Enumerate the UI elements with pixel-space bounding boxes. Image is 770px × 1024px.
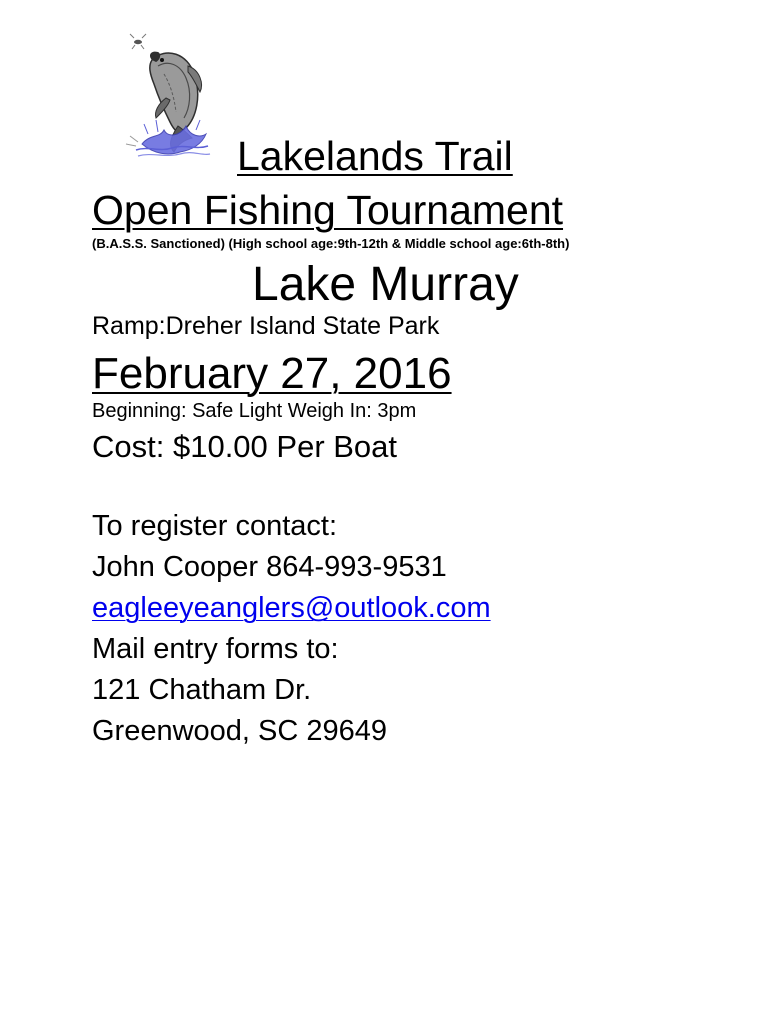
contact-email-link[interactable]: eagleeyeanglers@outlook.com bbox=[92, 592, 491, 624]
water-splash bbox=[126, 120, 210, 156]
event-date: February 27, 2016 bbox=[92, 349, 452, 398]
tournament-series-title: Lakelands Trail bbox=[237, 133, 513, 179]
lake-name: Lake Murray bbox=[252, 258, 519, 311]
contact-name-phone: John Cooper 864-993-9531 bbox=[92, 551, 447, 583]
address-city: Greenwood, SC 29649 bbox=[92, 715, 388, 747]
tournament-title: Open Fishing Tournament bbox=[92, 187, 564, 233]
register-heading: To register contact: bbox=[92, 510, 337, 542]
insect-icon bbox=[130, 34, 146, 49]
event-schedule: Beginning: Safe Light Weigh In: 3pm bbox=[92, 400, 417, 422]
ramp-location: Ramp:Dreher Island State Park bbox=[92, 312, 440, 340]
entry-cost: Cost: $10.00 Per Boat bbox=[92, 429, 398, 464]
sanction-note: (B.A.S.S. Sanctioned) (High school age:9th-12th & Middle school age:6th-8th) bbox=[92, 236, 570, 251]
mail-heading: Mail entry forms to: bbox=[92, 633, 339, 665]
address-street: 121 Chatham Dr. bbox=[92, 674, 312, 706]
leaping-bass-icon bbox=[108, 26, 212, 164]
